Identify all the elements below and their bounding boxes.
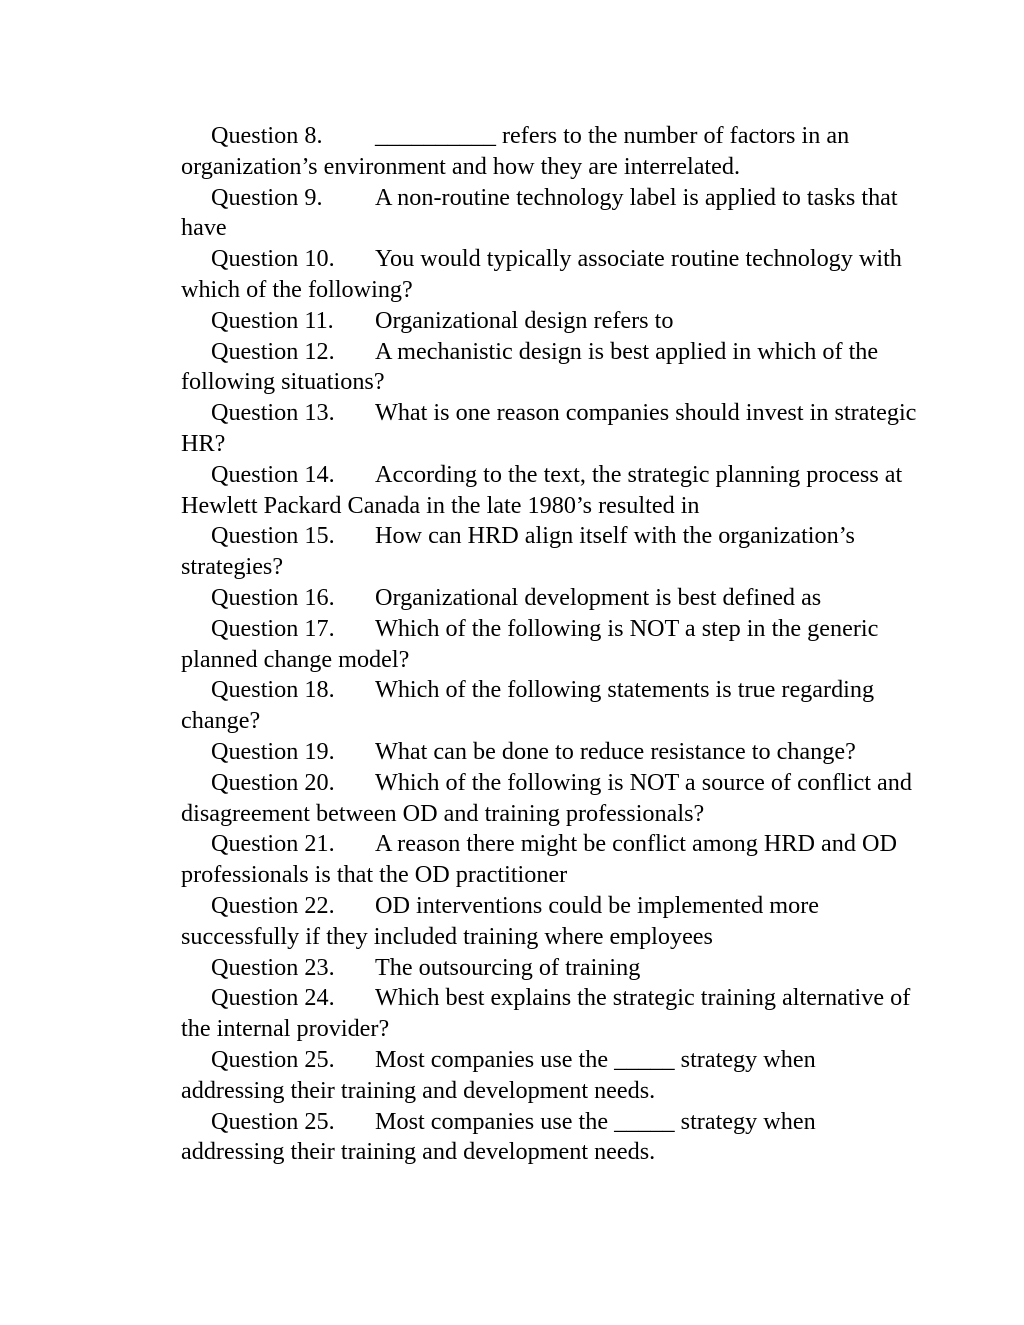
question-item	[181, 244, 921, 306]
question-text: Most companies use the _____ strategy when addressing their training and development needs.	[181, 1045, 816, 1104]
question-text: What can be done to reduce resistance to change?	[375, 737, 856, 765]
question-label: Question 25.	[211, 1045, 335, 1073]
question-label: Question 11.	[211, 306, 334, 334]
question-item	[181, 983, 921, 1045]
question-item	[181, 398, 921, 460]
question-label: Question 8.	[211, 122, 323, 149]
question-label: Question 9.	[211, 183, 323, 211]
question-text: A reason there might be conflict among HRD and OD professionals is that the OD practitioner	[181, 830, 897, 889]
question-text: Which of the following is NOT a step in the generic planned change model?	[181, 614, 879, 673]
question-label: Question 18.	[211, 676, 335, 704]
question-text: Most companies use the _____ strategy when addressing their training and development needs.	[181, 1107, 816, 1166]
question-label: Question 23.	[211, 953, 335, 981]
question-text: OD interventions could be implemented more successfully if they included training where employees	[181, 891, 819, 950]
question-label: Question 16.	[211, 583, 335, 611]
question-item	[181, 737, 921, 768]
question-item	[181, 953, 921, 984]
question-label: Question 19.	[211, 737, 335, 765]
question-label: Question 22.	[211, 891, 335, 919]
question-label: Question 17.	[211, 614, 335, 642]
question-item	[181, 337, 921, 399]
question-label: Question 25.	[211, 1107, 335, 1135]
question-label: Question 13.	[211, 399, 335, 427]
question-item	[181, 891, 921, 953]
question-text: A non-routine technology label is applied to tasks that have	[181, 183, 898, 242]
question-text: You would typically associate routine technology with which of the following?	[181, 245, 902, 303]
question-item	[181, 768, 921, 830]
question-item	[181, 521, 921, 583]
question-text: The outsourcing of training	[375, 953, 641, 981]
question-text: Organizational design refers to	[375, 306, 674, 334]
question-text: Which of the following statements is true regarding change?	[181, 676, 875, 735]
question-text: According to the text, the strategic planning process at Hewlett Packard Canada in the late 1980’s resulted in	[181, 460, 903, 519]
question-label: Question 21.	[211, 830, 335, 858]
question-text: What is one reason companies should invest in strategic HR?	[181, 399, 917, 457]
document-page	[181, 121, 921, 1168]
question-label: Question 15.	[211, 522, 335, 550]
question-item	[181, 675, 921, 737]
question-item	[181, 1045, 921, 1107]
question-text: Organizational development is best defined as	[375, 583, 822, 611]
question-item	[181, 306, 921, 337]
question-item	[181, 460, 921, 522]
question-label: Question 12.	[211, 337, 335, 365]
question-label: Question 24.	[211, 984, 335, 1012]
question-label: Question 10.	[211, 245, 335, 273]
question-item	[181, 829, 921, 891]
question-item	[181, 121, 921, 183]
question-item	[181, 1107, 921, 1169]
question-text: How can HRD align itself with the organization’s strategies?	[181, 522, 855, 581]
question-item	[181, 583, 921, 614]
question-text: A mechanistic design is best applied in which of the following situations?	[181, 337, 879, 396]
question-item	[181, 183, 921, 245]
question-item	[181, 614, 921, 676]
question-text: __________ refers to the number of factors in an organization’s environment and how they are interrelated.	[181, 122, 850, 180]
question-label: Question 20.	[211, 768, 335, 796]
question-label: Question 14.	[211, 460, 335, 488]
question-text: Which of the following is NOT a source of conflict and disagreement between OD and training professionals?	[181, 768, 912, 827]
question-text: Which best explains the strategic training alternative of the internal provider?	[181, 984, 911, 1043]
